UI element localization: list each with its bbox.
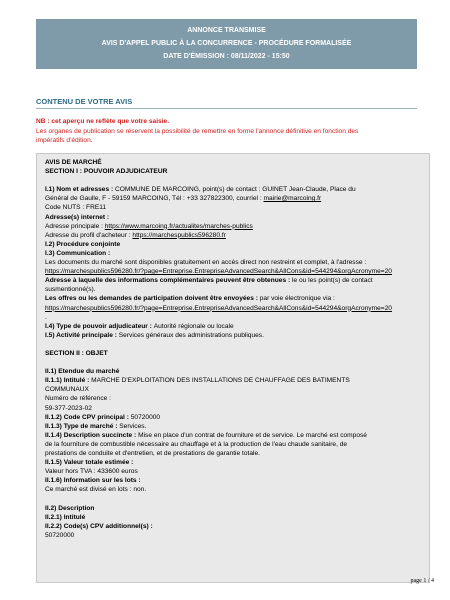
- content-line: [45, 222, 430, 231]
- content-line: [45, 267, 430, 276]
- line-text: par voie électronique via :: [259, 295, 335, 303]
- content-line: [45, 385, 430, 394]
- line-text: 50720000: [45, 531, 75, 539]
- line-heading: II.1.3) Type de marché :: [45, 422, 120, 430]
- content-line: [45, 158, 430, 167]
- line-heading: Les offres ou les demandes de participation doivent être envoyées :: [45, 295, 260, 303]
- content-line: [45, 304, 430, 313]
- header-banner: [36, 19, 417, 69]
- content-line: [45, 276, 430, 285]
- line-heading: Adresse à laquelle des informations complémentaires peuvent être obtenues :: [45, 277, 292, 285]
- line-heading: AVIS DE MARCHÉ: [45, 159, 102, 166]
- line-heading: Adresse(s) internet :: [45, 213, 110, 221]
- line-link[interactable]: https://marchespublics596280.fr/?page=Entreprise.EntrepriseAdvancedSearch&AllCons&id=544294&orgAcronyme=20: [45, 304, 392, 312]
- line-text: Adresse principale :: [45, 222, 105, 230]
- content-line: [45, 167, 430, 176]
- line-text: COMMUNE DE MARCOING, point(s) de contact : GUINET Jean-Claude, Place du: [115, 186, 356, 194]
- line-text: Numéro de référence :: [45, 395, 111, 403]
- content-line: [45, 376, 430, 385]
- content-line: [45, 331, 430, 340]
- line-text: Valeur hors TVA : 433600 euros: [45, 468, 138, 476]
- content-line: [45, 404, 430, 413]
- banner-status: ANNONCE TRANSMISE: [187, 27, 266, 34]
- page-number: page 1 / 4: [410, 578, 434, 584]
- content-line: [45, 476, 430, 485]
- content-line: [45, 522, 430, 531]
- line-text: Services.: [119, 422, 147, 430]
- content-line: [45, 285, 430, 294]
- line-text: .: [45, 313, 47, 321]
- line-heading: I.4) Type de pouvoir adjudicateur :: [45, 322, 154, 330]
- spacer: [45, 176, 430, 185]
- line-text: prestations de conduite et d'entretien, et de prestations de garantie totale.: [45, 450, 260, 457]
- content-line: [45, 185, 430, 194]
- line-heading: I.5) Activité principale :: [45, 331, 119, 339]
- notice-line-2: impératifs d'édition.: [36, 137, 93, 145]
- content-line: [45, 531, 430, 540]
- spacer: [45, 494, 430, 503]
- content-line: [45, 413, 430, 422]
- line-text: Services généraux des administrations publiques.: [118, 331, 264, 339]
- content-line: [45, 431, 430, 440]
- line-heading: I.3) Communication :: [45, 249, 111, 257]
- content-line: [45, 203, 430, 212]
- line-heading: II.2.2) Code(s) CPV additionnel(s) :: [45, 522, 153, 530]
- content-line: [45, 240, 430, 249]
- line-heading: II.1.6) Information sur les lots :: [45, 477, 141, 485]
- content-line: [45, 213, 430, 222]
- notice-bold: NB : cet aperçu ne reflète que votre saisie.: [36, 118, 170, 125]
- content-line: [45, 504, 430, 513]
- line-heading: SECTION I : POUVOIR ADJUDICATEUR: [45, 168, 168, 176]
- spacer: [45, 358, 430, 367]
- line-heading: I.2) Procédure conjointe: [45, 240, 121, 248]
- line-text: Adresse du profil d'acheteur :: [45, 231, 133, 239]
- section-title: CONTENU DE VOTRE AVIS: [36, 97, 133, 106]
- notice-content: [45, 158, 430, 540]
- content-line: [45, 367, 430, 376]
- line-text: Code NUTS : FRE11: [45, 204, 107, 212]
- content-line: [45, 194, 430, 203]
- line-text: de la fourniture de combustible nécessaire au chauffage et à la production de l'eau chaude sanitaire, de: [45, 440, 348, 448]
- line-heading: SECTION II : OBJET: [45, 349, 108, 357]
- line-heading: II.1.4) Description succincte :: [45, 431, 139, 439]
- content-line: [45, 231, 430, 240]
- content-line: [45, 249, 430, 258]
- line-text: COMMUNAUX: [45, 386, 89, 394]
- line-text: Les documents du marché sont disponibles gratuitement en accès direct non restreint et complet, à l'adresse :: [45, 259, 367, 267]
- line-text: Général de Gaulle, F - 59159 MARCOING, Tél : +33 327822300, courriel :: [45, 195, 264, 203]
- line-text: Autorité régionale ou locale: [153, 322, 234, 330]
- notice-line-1: Les organes de publication se réservent la possibilité de remettre en forme l'annonce définitive en fonction des: [36, 127, 359, 135]
- line-heading: II.1.5) Valeur totale estimée :: [45, 459, 134, 467]
- content-line: [45, 485, 430, 494]
- content-line: [45, 349, 430, 358]
- content-line: [45, 513, 430, 522]
- content-line: [45, 422, 430, 431]
- line-heading: II.1.1) Intitulé :: [45, 377, 92, 385]
- line-text: susmentionné(s).: [45, 286, 96, 294]
- content-line: [45, 322, 430, 331]
- line-heading: II.2.1) Intitulé: [45, 513, 86, 521]
- line-text: MARCHE D'EXPLOITATION DES INSTALLATIONS DE CHAUFFAGE DES BATIMENTS: [91, 377, 350, 385]
- spacer: [45, 340, 430, 349]
- line-heading: II.1.2) Code CPV principal :: [45, 413, 131, 421]
- content-line: [45, 394, 430, 403]
- line-text: 50720000: [130, 413, 161, 421]
- content-line: [45, 313, 430, 322]
- line-heading: II.1) Etendue du marché: [45, 368, 120, 376]
- content-line: [45, 440, 430, 449]
- line-heading: II.2) Description: [45, 504, 95, 512]
- banner-date: DATE D'ÉMISSION : 08/11/2022 - 15:50: [163, 53, 290, 60]
- line-text: le ou les point(s) de contact: [291, 277, 373, 285]
- content-line: [45, 467, 430, 476]
- preview-notice: [36, 117, 426, 146]
- line-link[interactable]: https://www.marcoing.fr/actualites/marches-publics: [104, 222, 253, 230]
- line-link[interactable]: https://marchespublics596280.fr: [132, 231, 226, 239]
- content-line: [45, 458, 430, 467]
- line-link[interactable]: mairie@marcoing.fr: [263, 195, 322, 203]
- content-line: [45, 449, 430, 458]
- notice-content-box: [36, 153, 430, 583]
- line-text: Mise en place d'un contrat de fourniture et de service. Le marché est composé: [138, 431, 367, 439]
- line-text: Ce marché est divisé en lots : non.: [45, 486, 147, 494]
- banner-notice-type: AVIS D'APPEL PUBLIC À LA CONCURRENCE - PROCÉDURE FORMALISÉE: [101, 40, 352, 47]
- line-link[interactable]: https://marchespublics596280.fr/?page=Entreprise.EntrepriseAdvancedSearch&AllCons&id=544294&orgAcronyme=20: [45, 268, 392, 276]
- section-divider: [36, 108, 417, 109]
- line-text: 59-377-2023-02: [45, 404, 92, 412]
- content-line: [45, 258, 430, 267]
- line-heading: I.1) Nom et adresses :: [45, 186, 115, 194]
- content-line: [45, 294, 430, 303]
